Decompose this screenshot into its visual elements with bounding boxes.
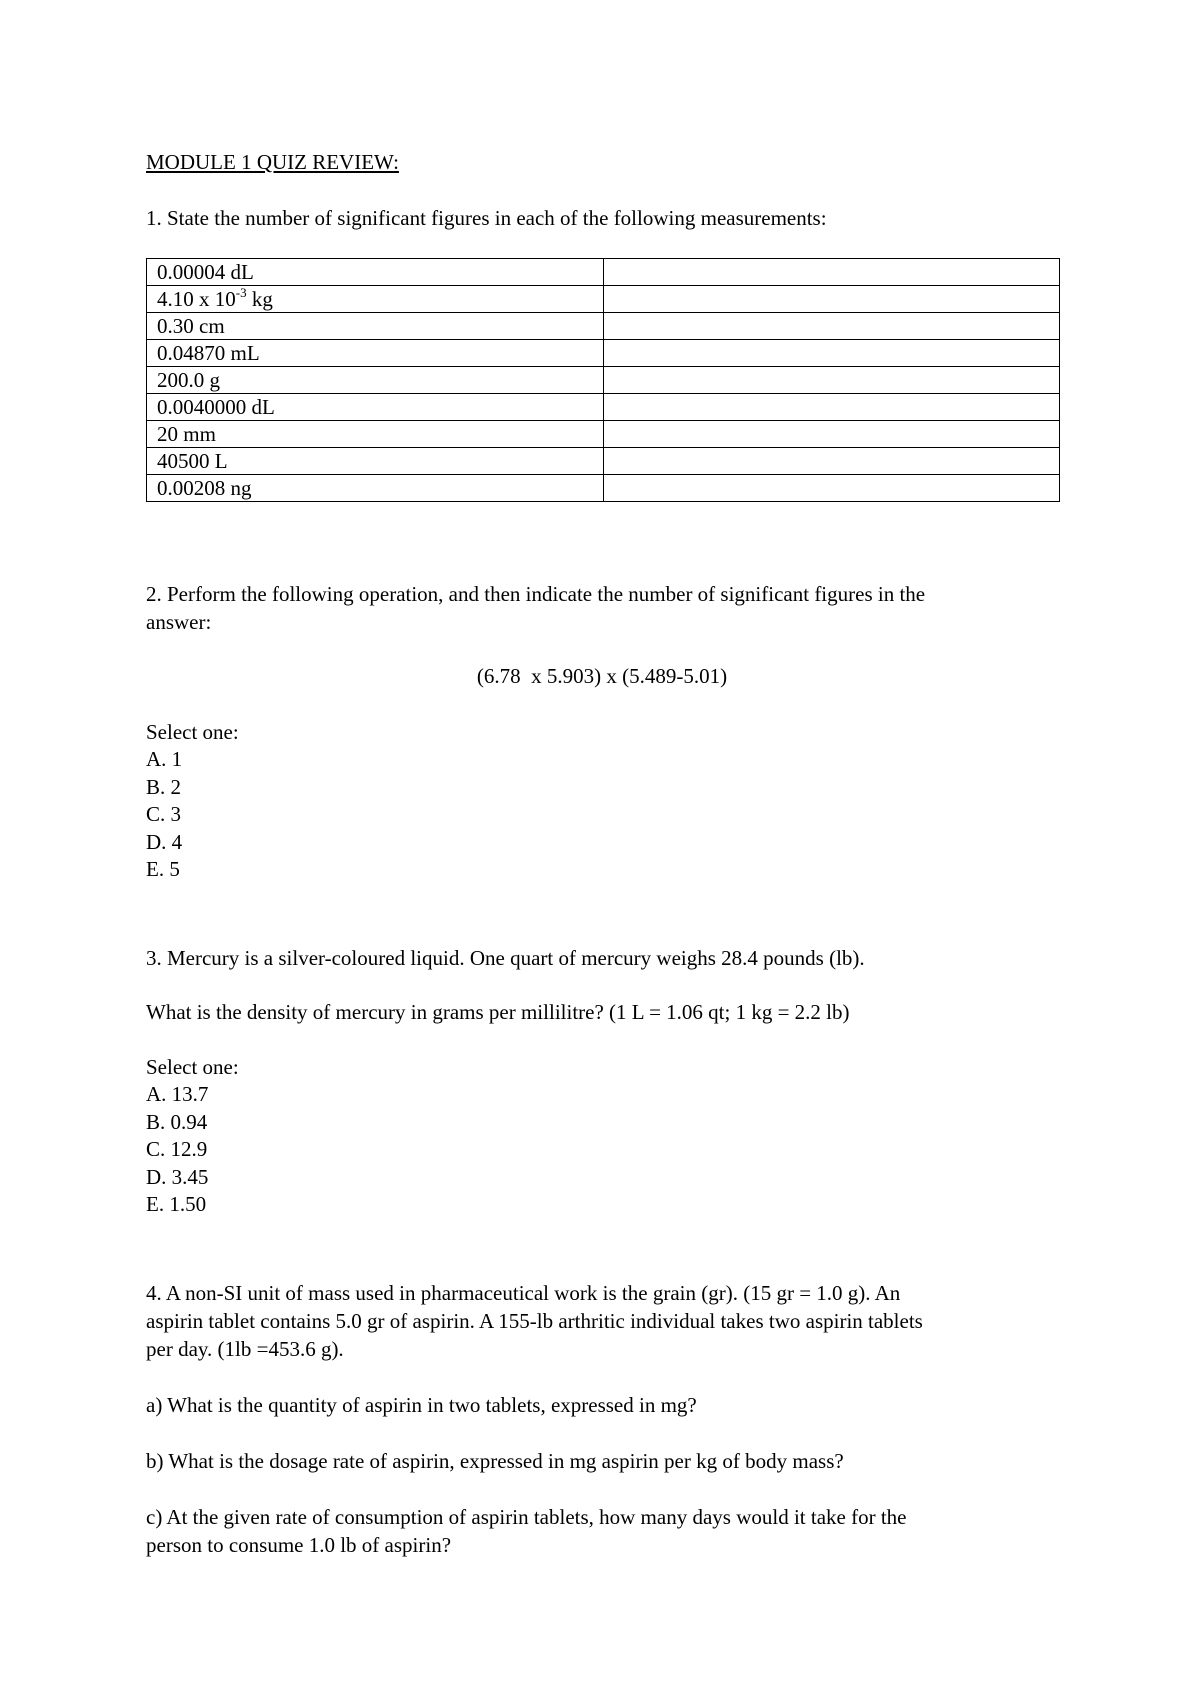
- exponent: -3: [235, 285, 247, 300]
- q3-option-c[interactable]: C. 12.9: [146, 1137, 208, 1161]
- table-row: [147, 367, 1060, 394]
- measurement-cell: 0.00208 ng: [147, 475, 604, 502]
- answer-cell[interactable]: [604, 448, 1060, 475]
- measurement-cell: 200.0 g: [147, 367, 604, 394]
- measurement-cell: 0.30 cm: [147, 313, 604, 340]
- sig-figs-table: [146, 258, 1060, 502]
- q4-part-a: a) What is the quantity of aspirin in two tablets, expressed in mg?: [146, 1393, 697, 1417]
- table-row: [147, 475, 1060, 502]
- q3-option-d[interactable]: D. 3.45: [146, 1164, 209, 1189]
- page-title: MODULE 1 QUIZ REVIEW:: [146, 150, 399, 174]
- q4-line1: 4. A non-SI unit of mass used in pharmaceutical work is the grain (gr). (15 gr = 1.0 g). An: [146, 1281, 901, 1305]
- measurement-cell: 0.00004 dL: [147, 259, 604, 286]
- q2-option-e[interactable]: E. 5: [146, 857, 180, 881]
- table-row: [147, 340, 1060, 367]
- answer-cell[interactable]: [604, 340, 1060, 367]
- q4-line2: aspirin tablet contains 5.0 gr of aspirin. A 155-lb arthritic individual takes two aspirin tablets: [146, 1309, 923, 1333]
- q1-prompt: 1. State the number of significant figures in each of the following measurements:: [146, 206, 827, 230]
- q2-option-b[interactable]: B. 2: [146, 774, 182, 799]
- q3-question: What is the density of mercury in grams per millilitre? (1 L = 1.06 qt; 1 kg = 2.2 lb): [146, 1000, 850, 1024]
- answer-cell[interactable]: [604, 421, 1060, 448]
- answer-cell[interactable]: [604, 286, 1060, 313]
- table-row: [147, 448, 1060, 475]
- q3-option-b[interactable]: B. 0.94: [146, 1109, 208, 1134]
- q3-option-e[interactable]: E. 1.50: [146, 1192, 207, 1216]
- q4-part-b: b) What is the dosage rate of aspirin, expressed in mg aspirin per kg of body mass?: [146, 1449, 844, 1473]
- q3-option-a[interactable]: A. 13.7: [146, 1082, 209, 1106]
- table-row: [147, 259, 1060, 286]
- answer-cell[interactable]: [604, 367, 1060, 394]
- measurement-cell: 0.04870 mL: [147, 340, 604, 367]
- q2-options: [146, 746, 182, 884]
- table-row: [147, 313, 1060, 340]
- table-row: [147, 394, 1060, 421]
- measurement-cell: 40500 L: [147, 448, 604, 475]
- q2-option-a[interactable]: A. 1: [146, 747, 183, 771]
- q2-prompt-line1: 2. Perform the following operation, and then indicate the number of significant figures in the: [146, 582, 926, 606]
- q2-option-d[interactable]: D. 4: [146, 829, 183, 854]
- table-row: [147, 421, 1060, 448]
- answer-cell[interactable]: [604, 475, 1060, 502]
- q3-prompt: 3. Mercury is a silver-coloured liquid. One quart of mercury weighs 28.4 pounds (lb).: [146, 946, 865, 970]
- answer-cell[interactable]: [604, 394, 1060, 421]
- measurement-cell: 4.10 x $10^{-3}$ kg: [147, 286, 604, 313]
- q2-select-label: Select one:: [146, 720, 239, 744]
- q3-options: [146, 1081, 208, 1219]
- table-row: [147, 286, 1060, 313]
- measurement-cell: 20 mm: [147, 421, 604, 448]
- q4-part-c-line2: person to consume 1.0 lb of aspirin?: [146, 1533, 452, 1557]
- answer-cell[interactable]: [604, 259, 1060, 286]
- answer-cell[interactable]: [604, 313, 1060, 340]
- q2-prompt-line2: answer:: [146, 610, 212, 634]
- q4-line3: per day. (1lb =453.6 g).: [146, 1337, 344, 1361]
- measurement-cell: 0.0040000 dL: [147, 394, 604, 421]
- q3-select-label: Select one:: [146, 1055, 239, 1079]
- q4-part-c-line1: c) At the given rate of consumption of aspirin tablets, how many days would it take for the: [146, 1505, 907, 1529]
- q2-option-c[interactable]: C. 3: [146, 802, 182, 826]
- q2-expression: (6.78 x 5.903) x (5.489-5.01): [476, 664, 728, 688]
